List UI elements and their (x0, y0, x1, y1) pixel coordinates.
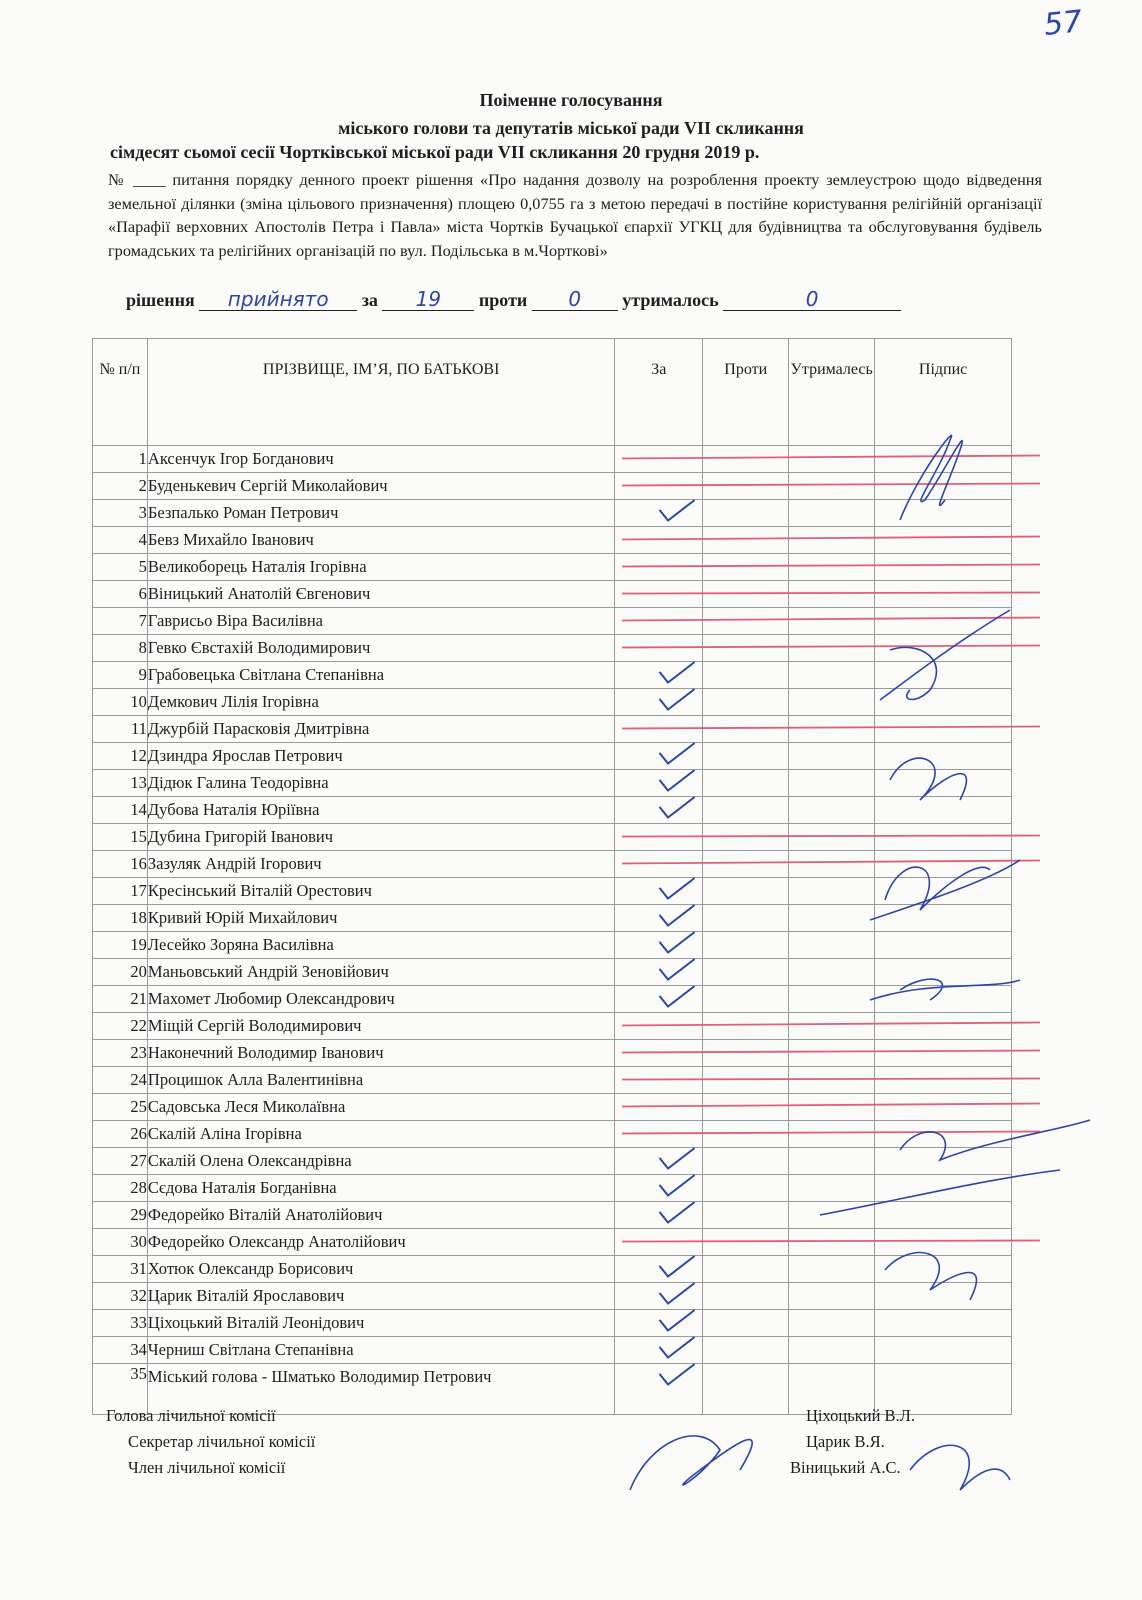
row-number: 27 (93, 1148, 148, 1175)
row-signature-cell (875, 743, 1012, 770)
row-name: Лесейко Зоряна Василівна (147, 932, 615, 959)
table-row (93, 1229, 1012, 1256)
row-number: 16 (93, 851, 148, 878)
table-row (93, 797, 1012, 824)
row-number: 10 (93, 689, 148, 716)
row-number: 21 (93, 986, 148, 1013)
row-abstained-cell (789, 905, 875, 932)
row-against-cell (703, 1310, 789, 1337)
row-name: Скалій Аліна Ігорівна (147, 1121, 615, 1148)
row-abstained-cell (789, 662, 875, 689)
row-name: Процишок Алла Валентинівна (147, 1067, 615, 1094)
row-against-cell (703, 878, 789, 905)
row-signature-cell (875, 500, 1012, 527)
roll-call-table (92, 338, 1012, 1415)
row-for-cell (615, 689, 703, 716)
row-signature-cell (875, 851, 1012, 878)
row-name: Черниш Світлана Степанівна (147, 1337, 615, 1364)
row-signature-cell (875, 1067, 1012, 1094)
row-name: Садовська Леся Миколаївна (147, 1094, 615, 1121)
header-signature: Підпис (875, 339, 1012, 446)
row-for-cell (615, 1337, 703, 1364)
row-abstained-cell (789, 797, 875, 824)
row-for-cell (615, 554, 703, 581)
for-label: за (361, 290, 378, 310)
row-number: 17 (93, 878, 148, 905)
page-number: 57 (1042, 4, 1084, 43)
row-for-cell (615, 1094, 703, 1121)
row-number: 29 (93, 1202, 148, 1229)
row-for-cell (615, 851, 703, 878)
row-against-cell (703, 554, 789, 581)
table-header-row (93, 339, 1012, 446)
row-number: 33 (93, 1310, 148, 1337)
row-number: 12 (93, 743, 148, 770)
row-abstained-cell (789, 689, 875, 716)
row-number: 8 (93, 635, 148, 662)
header-for: За (615, 339, 703, 446)
row-for-cell (615, 797, 703, 824)
against-label: проти (478, 290, 528, 310)
row-number: 5 (93, 554, 148, 581)
row-name: Великоборець Наталія Ігорівна (147, 554, 615, 581)
row-abstained-cell (789, 1202, 875, 1229)
row-name: Федорейко Олександр Анатолійович (147, 1229, 615, 1256)
row-name: Демкович Лілія Ігорівна (147, 689, 615, 716)
row-abstained-cell (789, 1121, 875, 1148)
row-against-cell (703, 905, 789, 932)
row-number: 34 (93, 1337, 148, 1364)
row-number: 20 (93, 959, 148, 986)
row-name: Буденькевич Сергій Миколайович (147, 473, 615, 500)
row-for-cell (615, 662, 703, 689)
row-against-cell (703, 1364, 789, 1415)
row-abstained-cell (789, 1256, 875, 1283)
row-against-cell (703, 824, 789, 851)
row-number: 28 (93, 1175, 148, 1202)
table-row (93, 851, 1012, 878)
row-abstained-cell (789, 1310, 875, 1337)
row-signature-cell (875, 905, 1012, 932)
row-abstained-cell (789, 446, 875, 473)
row-signature-cell (875, 716, 1012, 743)
row-signature-cell (875, 1256, 1012, 1283)
table-row (93, 527, 1012, 554)
against-count: 0 (532, 288, 618, 311)
table-row (93, 1175, 1012, 1202)
row-name: Віницький Анатолій Євгенович (147, 581, 615, 608)
row-for-cell (615, 1229, 703, 1256)
row-against-cell (703, 662, 789, 689)
row-signature-cell (875, 1040, 1012, 1067)
row-against-cell (703, 689, 789, 716)
row-signature-cell (875, 824, 1012, 851)
table-row (93, 1067, 1012, 1094)
row-name: Кривий Юрій Михайлович (147, 905, 615, 932)
row-against-cell (703, 1175, 789, 1202)
row-abstained-cell (789, 1067, 875, 1094)
row-for-cell (615, 932, 703, 959)
row-signature-cell (875, 527, 1012, 554)
row-name: Дзиндра Ярослав Петрович (147, 743, 615, 770)
row-number: 1 (93, 446, 148, 473)
table-row (93, 500, 1012, 527)
row-number: 9 (93, 662, 148, 689)
row-abstained-cell (789, 716, 875, 743)
row-abstained-cell (789, 1175, 875, 1202)
row-against-cell (703, 473, 789, 500)
row-name: Махомет Любомир Олександрович (147, 986, 615, 1013)
row-for-cell (615, 500, 703, 527)
document-title: Поіменне голосування (479, 90, 663, 110)
row-signature-cell (875, 608, 1012, 635)
row-name: Царик Віталій Ярославович (147, 1283, 615, 1310)
row-name: Міський голова - Шматько Володимир Петрович (147, 1364, 615, 1415)
row-abstained-cell (789, 635, 875, 662)
row-against-cell (703, 1067, 789, 1094)
row-name: Маньовський Андрій Зеновійович (147, 959, 615, 986)
header-number: № п/п (93, 339, 148, 446)
row-for-cell (615, 1013, 703, 1040)
row-for-cell (615, 986, 703, 1013)
decision-label: рішення (126, 290, 195, 310)
row-signature-cell (875, 554, 1012, 581)
row-number: 24 (93, 1067, 148, 1094)
decision-line (126, 288, 901, 311)
table-row (93, 689, 1012, 716)
row-signature-cell (875, 959, 1012, 986)
row-for-cell (615, 743, 703, 770)
row-signature-cell (875, 635, 1012, 662)
row-name: Бевз Михайло Іванович (147, 527, 615, 554)
row-abstained-cell (789, 878, 875, 905)
row-name: Міщій Сергій Володимирович (147, 1013, 615, 1040)
commission-member-name: Віницький А.С. (790, 1458, 901, 1477)
row-abstained-cell (789, 527, 875, 554)
row-against-cell (703, 527, 789, 554)
row-number: 15 (93, 824, 148, 851)
row-signature-cell (875, 797, 1012, 824)
row-signature-cell (875, 1094, 1012, 1121)
header-against: Проти (703, 339, 789, 446)
row-for-cell (615, 1148, 703, 1175)
table-row (93, 581, 1012, 608)
row-number: 11 (93, 716, 148, 743)
row-against-cell (703, 1094, 789, 1121)
row-signature-cell (875, 1283, 1012, 1310)
row-number: 30 (93, 1229, 148, 1256)
row-against-cell (703, 797, 789, 824)
row-name: Ціхоцький Віталій Леонідович (147, 1310, 615, 1337)
row-name: Кресінський Віталій Орестович (147, 878, 615, 905)
row-for-cell (615, 1283, 703, 1310)
row-abstained-cell (789, 770, 875, 797)
table-row (93, 743, 1012, 770)
row-name: Гевко Євстахій Володимирович (147, 635, 615, 662)
row-for-cell (615, 824, 703, 851)
row-number: 32 (93, 1283, 148, 1310)
table-row (93, 1337, 1012, 1364)
row-signature-cell (875, 1310, 1012, 1337)
row-for-cell (615, 770, 703, 797)
row-abstained-cell (789, 1040, 875, 1067)
row-against-cell (703, 1283, 789, 1310)
row-for-cell (615, 608, 703, 635)
row-name: Дідюк Галина Теодорівна (147, 770, 615, 797)
commission-member-label: Член лічильної комісії (128, 1458, 286, 1477)
row-name: Федорейко Віталій Анатолійович (147, 1202, 615, 1229)
row-abstained-cell (789, 1229, 875, 1256)
row-for-cell (615, 1040, 703, 1067)
row-signature-cell (875, 689, 1012, 716)
row-signature-cell (875, 1175, 1012, 1202)
row-abstained-cell (789, 851, 875, 878)
table-row (93, 905, 1012, 932)
table-row (93, 1040, 1012, 1067)
header-abstained: Утрималесь (789, 339, 875, 446)
row-against-cell (703, 581, 789, 608)
row-abstained-cell (789, 1148, 875, 1175)
row-against-cell (703, 1202, 789, 1229)
row-against-cell (703, 635, 789, 662)
row-against-cell (703, 1229, 789, 1256)
row-against-cell (703, 608, 789, 635)
row-for-cell (615, 878, 703, 905)
row-number: 4 (93, 527, 148, 554)
table-row (93, 878, 1012, 905)
row-abstained-cell (789, 1337, 875, 1364)
row-number: 14 (93, 797, 148, 824)
row-name: Зазуляк Андрій Ігорович (147, 851, 615, 878)
signature-scribble (910, 1445, 1010, 1490)
row-against-cell (703, 851, 789, 878)
row-against-cell (703, 959, 789, 986)
row-abstained-cell (789, 473, 875, 500)
row-name: Хотюк Олександр Борисович (147, 1256, 615, 1283)
row-name: Грабовецька Світлана Степанівна (147, 662, 615, 689)
row-name: Безпалько Роман Петрович (147, 500, 615, 527)
row-for-cell (615, 1202, 703, 1229)
row-number: 26 (93, 1121, 148, 1148)
row-number: 22 (93, 1013, 148, 1040)
row-number: 13 (93, 770, 148, 797)
row-against-cell (703, 500, 789, 527)
row-number: 7 (93, 608, 148, 635)
document-subtitle: міського голови та депутатів міської ради VII скликання (338, 118, 804, 138)
row-abstained-cell (789, 824, 875, 851)
agenda-question: № ____ питання порядку денного проект рішення «Про надання дозволу на розроблення проекту землеустрою щодо відведення земельної ділянки (зміна цільового призначення) площею 0,0755 га з метою передачі в постійне користування релігійній організації «Парафії верховних Апостолів Петра і Павла» міста Чортків Бучацької єпархії УГКЦ для будівництва та обслуговування будівель громадських та релігійних організацій по вул. Подільська в м.Чорткові» (108, 170, 1042, 260)
row-against-cell (703, 1121, 789, 1148)
header-name: ПРІЗВИЩЕ, ІМ’Я, ПО БАТЬКОВІ (147, 339, 615, 446)
commission-chair-name: Ціхоцький В.Л. (806, 1406, 915, 1425)
row-for-cell (615, 959, 703, 986)
table-row (93, 959, 1012, 986)
row-signature-cell (875, 473, 1012, 500)
row-for-cell (615, 1364, 703, 1415)
row-number: 6 (93, 581, 148, 608)
row-against-cell (703, 1040, 789, 1067)
row-for-cell (615, 905, 703, 932)
signature-scribble (630, 1436, 752, 1490)
row-signature-cell (875, 1148, 1012, 1175)
table-row (93, 1013, 1012, 1040)
row-name: Сєдова Наталія Богданівна (147, 1175, 615, 1202)
row-for-cell (615, 527, 703, 554)
row-for-cell (615, 716, 703, 743)
row-name: Гаврисьо Віра Василівна (147, 608, 615, 635)
row-abstained-cell (789, 608, 875, 635)
row-name: Джурбій Парасковія Дмитрівна (147, 716, 615, 743)
row-abstained-cell (789, 959, 875, 986)
row-against-cell (703, 770, 789, 797)
row-number: 18 (93, 905, 148, 932)
row-for-cell (615, 473, 703, 500)
commission-secretary-label: Секретар лічильної комісії (128, 1432, 316, 1451)
row-for-cell (615, 1256, 703, 1283)
table-row (93, 1310, 1012, 1337)
row-abstained-cell (789, 1283, 875, 1310)
table-row (93, 554, 1012, 581)
table-row (93, 1094, 1012, 1121)
row-against-cell (703, 986, 789, 1013)
for-count: 19 (382, 288, 474, 311)
row-for-cell (615, 1175, 703, 1202)
row-against-cell (703, 716, 789, 743)
row-for-cell (615, 446, 703, 473)
row-signature-cell (875, 662, 1012, 689)
row-abstained-cell (789, 986, 875, 1013)
row-signature-cell (875, 878, 1012, 905)
row-for-cell (615, 635, 703, 662)
row-for-cell (615, 581, 703, 608)
row-abstained-cell (789, 1094, 875, 1121)
row-number: 3 (93, 500, 148, 527)
row-name: Скалій Олена Олександрівна (147, 1148, 615, 1175)
row-abstained-cell (789, 554, 875, 581)
row-number: 2 (93, 473, 148, 500)
table-row (93, 1202, 1012, 1229)
row-against-cell (703, 932, 789, 959)
row-number: 25 (93, 1094, 148, 1121)
table-row (93, 473, 1012, 500)
row-number: 23 (93, 1040, 148, 1067)
row-signature-cell (875, 446, 1012, 473)
row-number: 31 (93, 1256, 148, 1283)
row-number: 35 (93, 1364, 148, 1415)
row-signature-cell (875, 932, 1012, 959)
row-signature-cell (875, 1229, 1012, 1256)
row-name: Дубина Григорій Іванович (147, 824, 615, 851)
table-row (93, 662, 1012, 689)
row-signature-cell (875, 1013, 1012, 1040)
row-abstained-cell (789, 1013, 875, 1040)
table-row (93, 1121, 1012, 1148)
abstained-count: 0 (723, 288, 901, 311)
table-row (93, 824, 1012, 851)
row-abstained-cell (789, 500, 875, 527)
row-signature-cell (875, 581, 1012, 608)
table-row (93, 1148, 1012, 1175)
table-row (93, 1256, 1012, 1283)
session-line: сімдесят сьомої сесії Чортківської міської ради VII скликання 20 грудня 2019 р. (110, 142, 760, 162)
table-row (93, 446, 1012, 473)
row-abstained-cell (789, 932, 875, 959)
row-against-cell (703, 1256, 789, 1283)
row-signature-cell (875, 986, 1012, 1013)
table-row (93, 608, 1012, 635)
row-against-cell (703, 1148, 789, 1175)
row-name: Наконечний Володимир Іванович (147, 1040, 615, 1067)
row-abstained-cell (789, 743, 875, 770)
row-signature-cell (875, 1202, 1012, 1229)
decision-value: прийнято (199, 288, 357, 311)
row-against-cell (703, 1337, 789, 1364)
row-against-cell (703, 1013, 789, 1040)
commission-chair-label: Голова лічильної комісії (106, 1406, 276, 1425)
table-row (93, 770, 1012, 797)
row-for-cell (615, 1067, 703, 1094)
row-against-cell (703, 446, 789, 473)
table-row (93, 986, 1012, 1013)
row-for-cell (615, 1310, 703, 1337)
row-name: Аксенчук Ігор Богданович (147, 446, 615, 473)
table-row (93, 932, 1012, 959)
row-abstained-cell (789, 581, 875, 608)
row-signature-cell (875, 770, 1012, 797)
table-row (93, 716, 1012, 743)
row-for-cell (615, 1121, 703, 1148)
row-signature-cell (875, 1337, 1012, 1364)
commission-secretary-name: Царик В.Я. (806, 1432, 885, 1451)
table-row (93, 1283, 1012, 1310)
row-against-cell (703, 743, 789, 770)
abstained-label: утрималось (622, 290, 719, 310)
table-row (93, 635, 1012, 662)
row-signature-cell (875, 1121, 1012, 1148)
row-name: Дубова Наталія Юріївна (147, 797, 615, 824)
row-number: 19 (93, 932, 148, 959)
